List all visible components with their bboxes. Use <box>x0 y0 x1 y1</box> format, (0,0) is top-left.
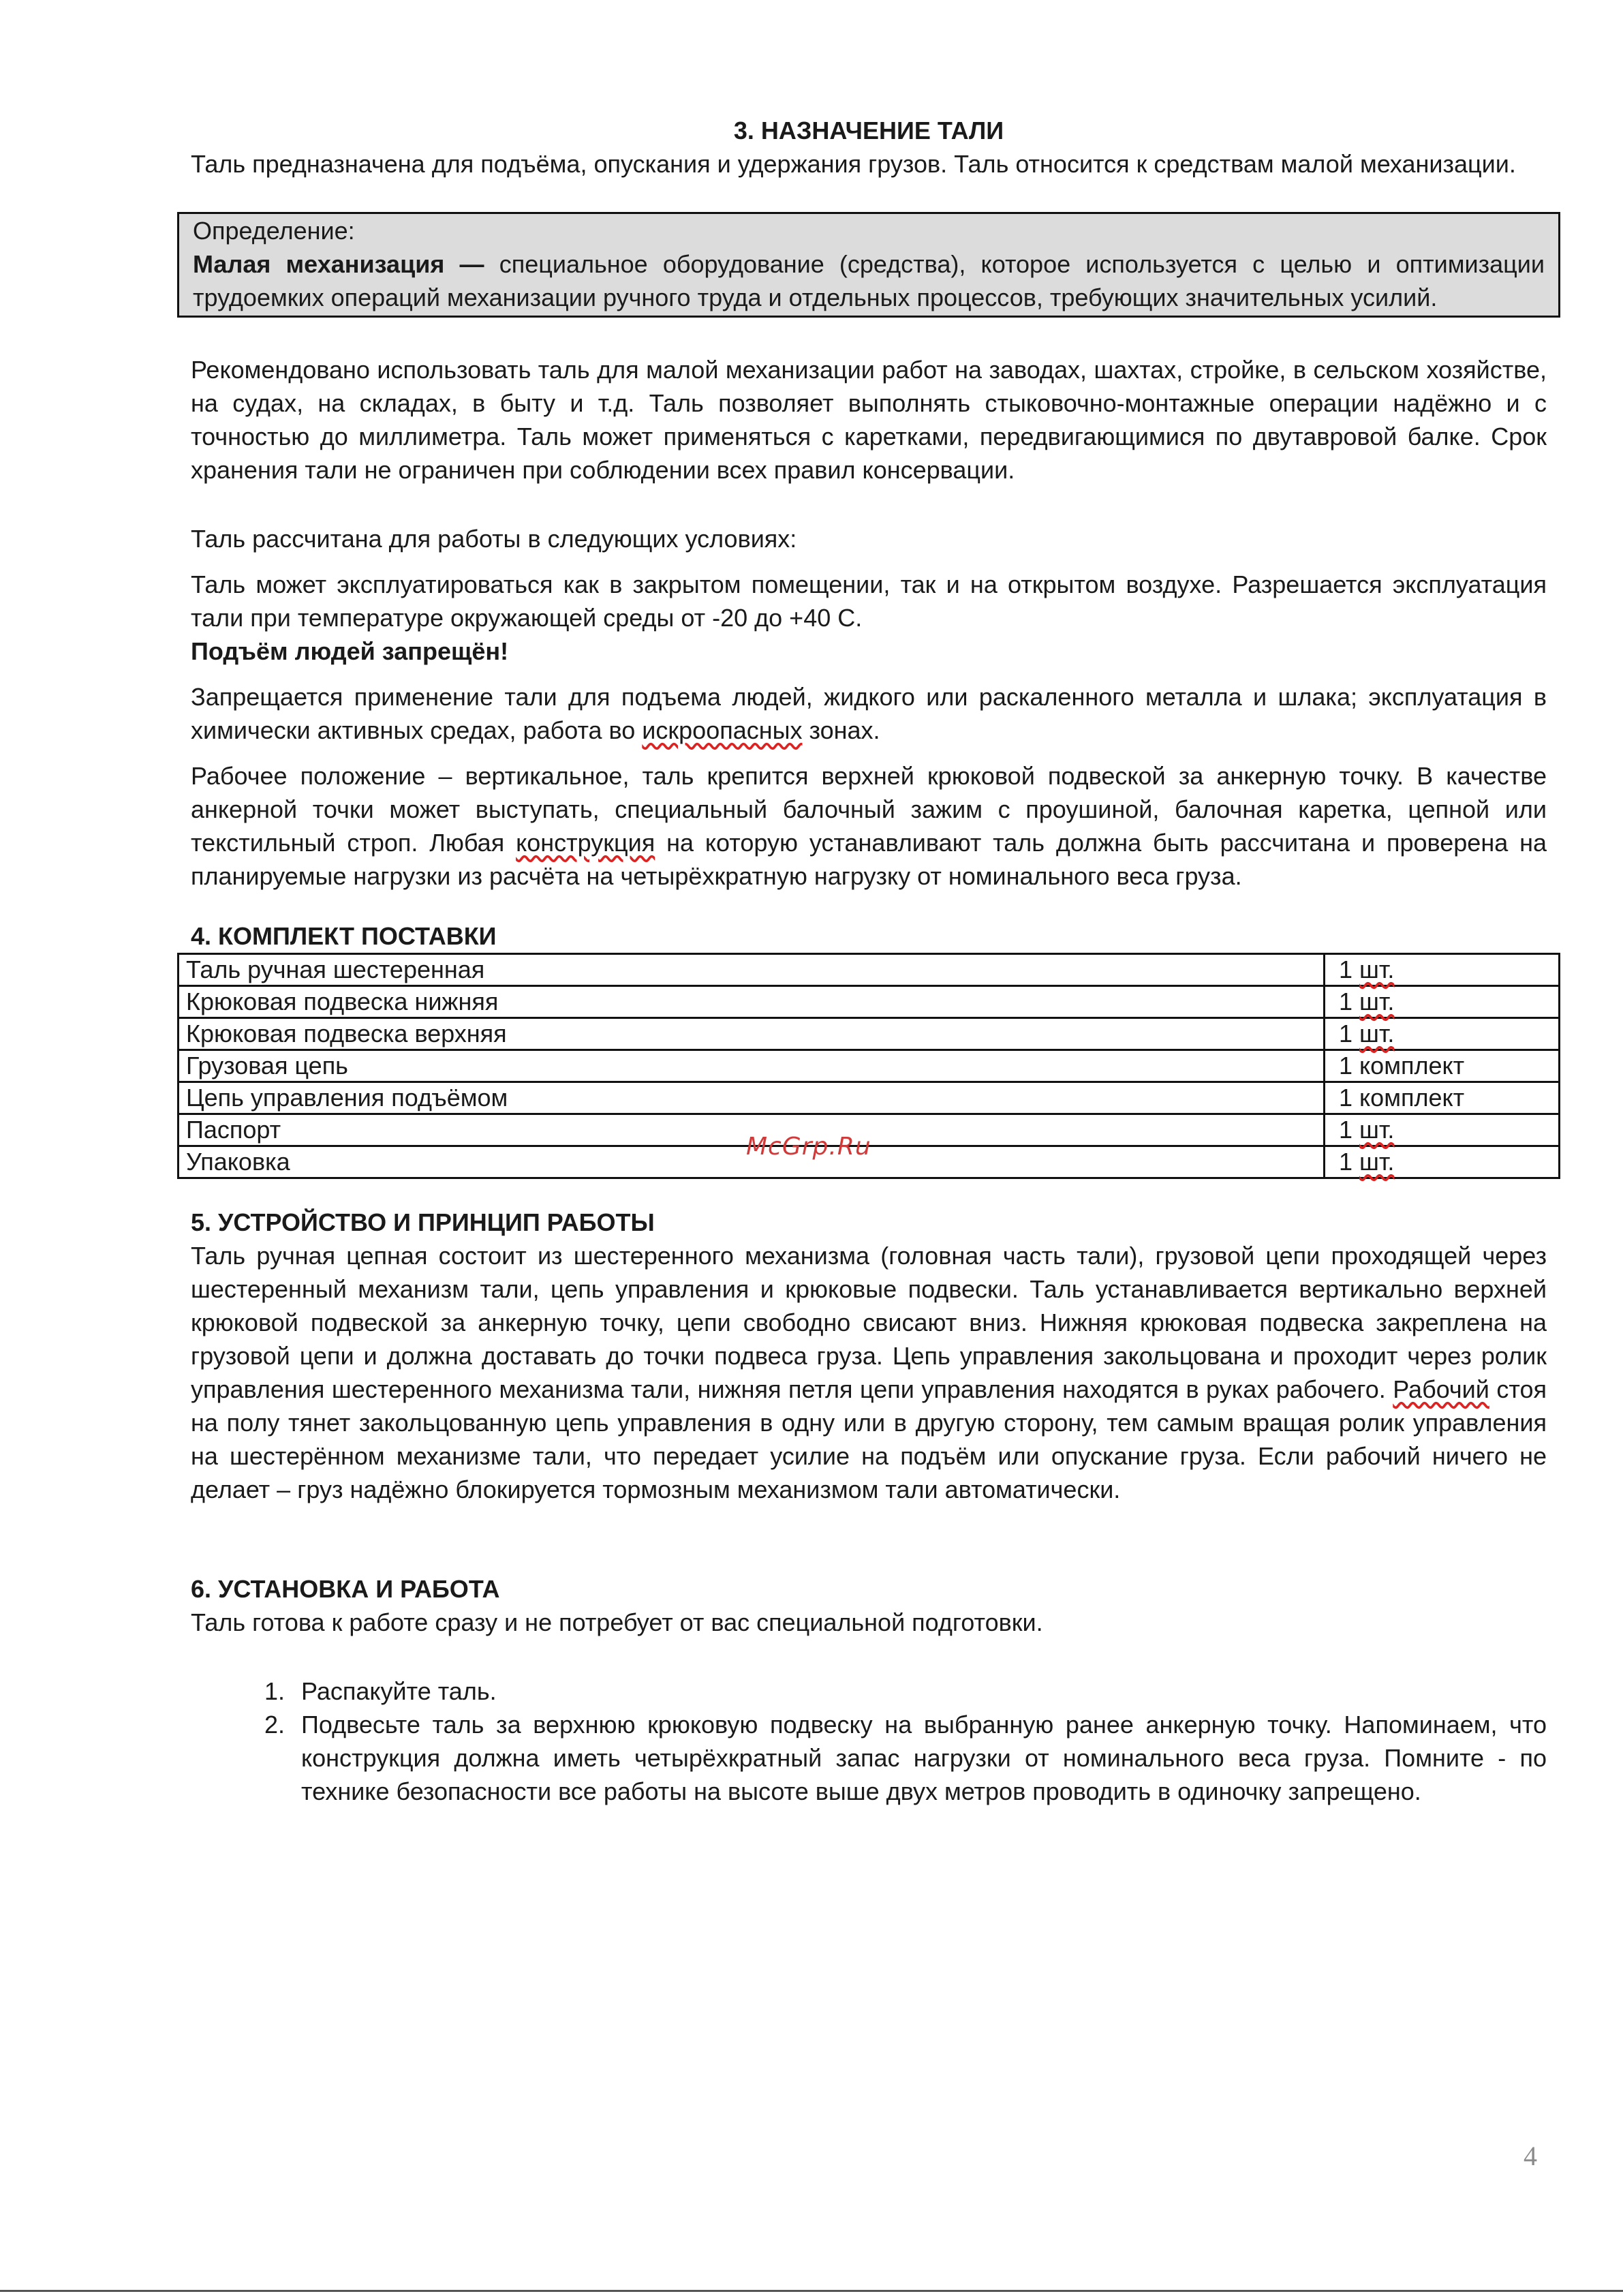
prohibited-text-a: Запрещается применение тали для подъема людей, жидкого или раскаленного металла и шлака; эксплуатация в химически активных средах, работа во <box>191 683 1547 744</box>
table-row <box>179 1050 1560 1082</box>
section-6-intro: Таль готова к работе сразу и не потребует от вас специальной подготовки. <box>191 1608 1043 1636</box>
section-3-intro: Таль предназначена для подъёма, опускания и удержания грузов. Таль относится к средствам малой механизации. <box>191 150 1516 178</box>
watermark: McGrp.Ru <box>746 1133 871 1161</box>
step-text: Подвесьте таль за верхнюю крюковую подвеску на выбранную ранее анкерную точку. Напоминаем, что конструкция должна иметь четырёхкратный запас нагрузки от номинального веса груза. Помните - по технике безопасности все работы на высоте выше двух метров проводить в одиночку запрещено. <box>301 1711 1547 1805</box>
list-item <box>191 1674 1547 1708</box>
table-row <box>179 1082 1560 1114</box>
conditions-paragraph: Таль может эксплуатироваться как в закрытом помещении, так и на открытом воздухе. Разрешается эксплуатация тали при температуре окружающей среды от -20 до +40 С. <box>191 570 1547 632</box>
page-content <box>186 114 1547 1808</box>
table-row <box>179 954 1560 986</box>
section-5-text-b: стоя на полу тянет закольцованную цепь управления в одну или в другую сторону, тем самым вращая ролик управления на шестерённом механизме тали, что передает усилие на подъём или опускание груза. Если рабочий ничего не делает – груз надёжно блокируется тормозным механизмом тали автоматически. <box>191 1375 1547 1503</box>
kit-item: Таль ручная шестеренная <box>179 954 1325 986</box>
section-5-text-a: Таль ручная цепная состоит из шестеренного механизма (головная часть тали), грузовой цепи проходящей через шестеренный механизм тали, цепь управления и крюковые подвески. Таль устанавливается вертикально верхней крюковой подвеской за анкерную точку, цепи свободно свисают вниз. Нижняя крюковая подвеска закреплена на грузовой цепи и должна доставать до точки подвеса груза. Цепь управления закольцована и проходит через ролик управления шестеренного механизма тали, нижняя петля цепи управления находятся в руках рабочего. <box>191 1242 1547 1403</box>
prohibited-text-b: зонах. <box>802 716 880 744</box>
section-5-paragraph <box>191 1239 1547 1506</box>
kit-quantity-unit: шт. <box>1359 1020 1395 1047</box>
table-row <box>179 986 1560 1018</box>
section-4-title: 4. КОМПЛЕКТ ПОСТАВКИ <box>191 922 497 950</box>
kit-quantity-number: 1 комплект <box>1339 1084 1465 1112</box>
warning-text: Подъём людей запрещён! <box>191 637 509 665</box>
kit-item: Паспорт <box>179 1114 1325 1146</box>
section-5-title: 5. УСТРОЙСТВО И ПРИНЦИП РАБОТЫ <box>191 1208 655 1236</box>
kit-quantity-number: 1 <box>1339 988 1360 1015</box>
kit-quantity-number: 1 <box>1339 1116 1360 1144</box>
recommendation-paragraph: Рекомендовано использовать таль для малой механизации работ на заводах, шахтах, стройке, в сельском хозяйстве, на судах, на складах, в быту и т.д. Таль позволяет выполнять стыковочно-монтажные операции надёжно и с точностью до миллиметра. Таль может применяться с каретками, передвигающимися по двутавровой балке. Срок хранения тали не ограничен при соблюдении всех правил консервации. <box>191 356 1547 484</box>
kit-quantity <box>1325 1114 1560 1146</box>
kit-quantity <box>1325 1146 1560 1178</box>
kit-quantity-unit: шт. <box>1359 1116 1395 1144</box>
position-paragraph <box>191 759 1547 893</box>
kit-quantity <box>1325 1050 1560 1082</box>
kit-quantity-number: 1 <box>1339 1020 1360 1047</box>
list-item <box>191 1708 1547 1808</box>
step-number: 1. <box>264 1677 285 1705</box>
kit-quantity <box>1325 954 1560 986</box>
page-bottom-border <box>0 2290 1623 2292</box>
conditions-title: Таль рассчитана для работы в следующих условиях: <box>191 525 797 553</box>
table-row <box>179 1018 1560 1050</box>
step-text: Распакуйте таль. <box>301 1677 497 1705</box>
page-number: 4 <box>1524 2141 1537 2171</box>
section-5-word: Рабочий <box>1393 1375 1489 1403</box>
section-6-title: 6. УСТАНОВКА И РАБОТА <box>191 1575 500 1603</box>
definition-label: Определение: <box>193 217 355 245</box>
kit-quantity-number: 1 <box>1339 955 1360 983</box>
section-3-title: 3. НАЗНАЧЕНИЕ ТАЛИ <box>733 117 1004 144</box>
kit-quantity-unit: шт. <box>1359 1148 1395 1176</box>
kit-quantity-number: 1 комплект <box>1339 1052 1465 1080</box>
kit-item: Крюковая подвеска верхняя <box>179 1018 1325 1050</box>
prohibited-paragraph <box>191 680 1547 747</box>
definition-body: специальное оборудование (средства), которое используется с целью и оптимизации трудоемких операций механизации ручного труда и отдельных процессов, требующих значительных усилий. <box>193 250 1545 311</box>
definition-box <box>177 212 1560 318</box>
kit-item: Грузовая цепь <box>179 1050 1325 1082</box>
position-text-a: Рабочее положение – вертикальное, таль крепится верхней крюковой подвеской за анкерную точку. В качестве анкерной точки может выступать, специальный балочный зажим с проушиной, балочная каретка, цепной или текстильный строп. Любая <box>191 762 1547 857</box>
kit-quantity-unit: шт. <box>1359 988 1395 1015</box>
installation-steps <box>191 1674 1547 1808</box>
definition-term: Малая механизация — <box>193 250 484 278</box>
kit-quantity-number: 1 <box>1339 1148 1360 1176</box>
kit-quantity <box>1325 986 1560 1018</box>
definition-text <box>193 247 1545 314</box>
step-number: 2. <box>264 1711 285 1739</box>
kit-quantity-unit: шт. <box>1359 955 1395 983</box>
kit-item: Упаковка <box>179 1146 1325 1178</box>
kit-item: Крюковая подвеска нижняя <box>179 986 1325 1018</box>
kit-item: Цепь управления подъёмом <box>179 1082 1325 1114</box>
position-text-b: на которую устанавливают таль должна быть рассчитана и проверена на планируемые нагрузки из расчёта на четырёхкратную нагрузку от номинального веса груза. <box>191 829 1547 890</box>
kit-quantity <box>1325 1018 1560 1050</box>
position-word: конструкция <box>516 829 655 857</box>
prohibited-word: искроопасных <box>642 716 803 744</box>
kit-quantity <box>1325 1082 1560 1114</box>
